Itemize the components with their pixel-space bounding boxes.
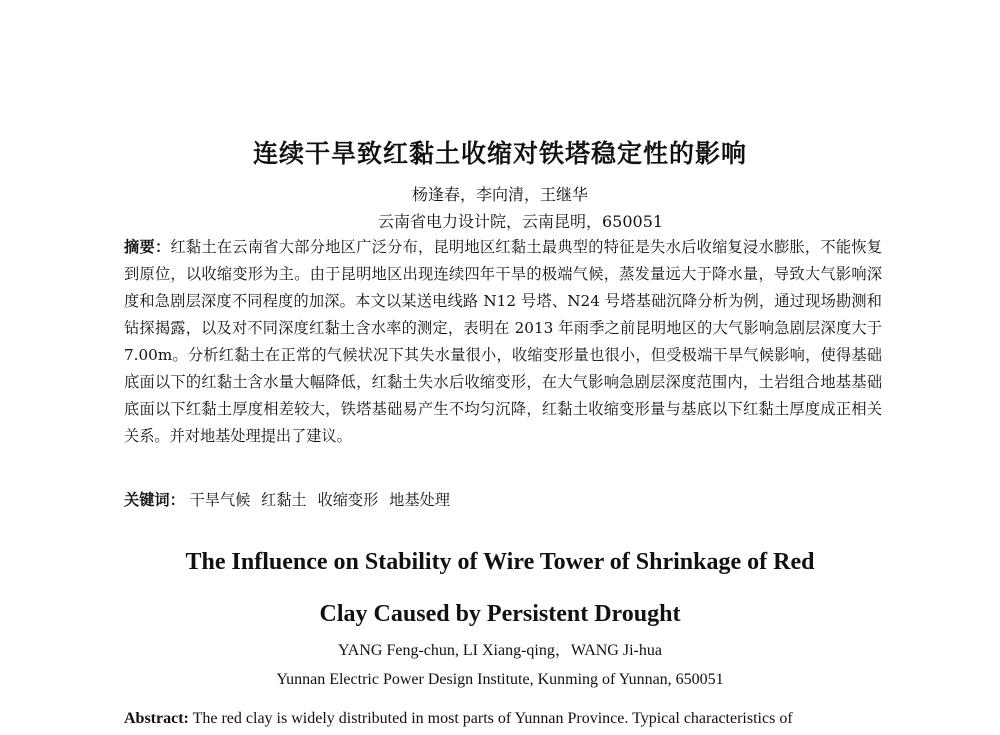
english-abstract [124, 710, 888, 728]
english-title [0, 536, 1000, 640]
chinese-affiliation: 云南省电力设计院，云南昆明，650051 [378, 212, 664, 231]
english-title-line-1: The Influence on Stability of Wire Tower of Shrinkage of Red [185, 549, 815, 575]
chinese-authors: 杨逢春，李向清，王继华 [411, 185, 588, 204]
chinese-title: 连续干旱致红黏土收缩对铁塔稳定性的影响 [252, 139, 747, 168]
chinese-abstract-label: 摘要： [124, 238, 171, 256]
english-authors: YANG Feng-chun, LI Xiang-qing，WANG Ji-hua [338, 642, 662, 659]
english-title-line-2: Clay Caused by Persistent Drought [319, 601, 681, 627]
english-abstract-label: Abstract: [124, 710, 189, 727]
keyword: 干旱气候 [189, 491, 251, 509]
keyword: 地基处理 [389, 491, 450, 509]
chinese-abstract [124, 234, 882, 450]
chinese-abstract-text: 红黏土在云南省大部分地区广泛分布，昆明地区红黏土最典型的特征是失水后收缩复浸水膨胀，不能恢复到原位，以收缩变形为主。由于昆明地区出现连续四年干旱的极端气候，蒸发量远大于降水量，导致大气影响深度和急剧层深度不同程度的加深。本文以某送电线路 N12 号塔、N24 号塔基础沉降分析为例，通过现场勘测和钻探揭露，以及对不同深度红黏土含水率的测定，表明在 2013 年雨季之前昆明地区的大气影响急剧层深度大于 7.00m。分析红黏土在正常的气候状况下其失水量很小，收缩变形量也很小，但受极端干旱气候影响，使得基础底面以下的红黏土含水量大幅降低，红黏土失水后收缩变形，在大气影响急剧层深度范围内，土岩组合地基基础底面以下红黏土厚度相差较大，铁塔基础易产生不均匀沉降，红黏土收缩变形量与基底以下红黏土厚度成正相关关系。并对地基处理提出了建议。 [124, 238, 883, 445]
chinese-keywords-label: 关键词： [124, 491, 185, 509]
chinese-keywords [124, 489, 882, 510]
english-affiliation: Yunnan Electric Power Design Institute, Kunming of Yunnan, 650051 [276, 671, 724, 688]
keyword: 红黏土 [261, 491, 307, 509]
english-abstract-text: The red clay is widely distributed in most parts of Yunnan Province. Typical characteristics of [192, 710, 793, 727]
keyword: 收缩变形 [317, 491, 379, 509]
